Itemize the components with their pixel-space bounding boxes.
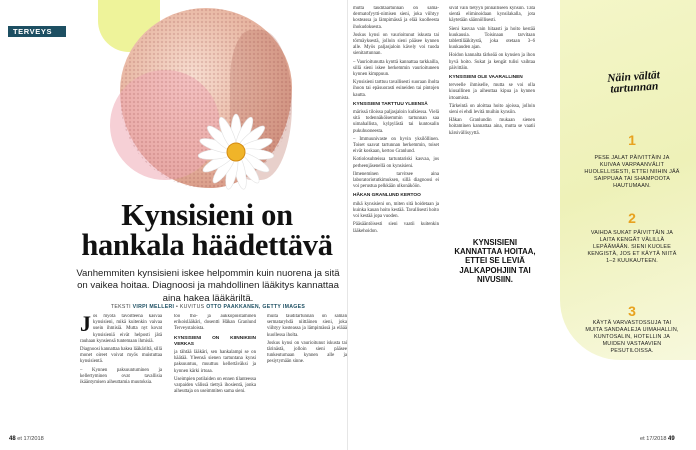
body-paragraph: Tärkeintä on aloittaa hoito ajoissa, jolloin sieni ei ehdi levitä muihin kynsiin. [449, 103, 535, 116]
body-paragraph: Joskus kynsi on vaurioitunut iskusta tai tärinästä, jolloin sieni pääsee tunkeutumaan kynnen alle ja pesiytymään sinne. [267, 340, 347, 365]
step-text: KÄYTÄ VARVASTOSSUJA TAI MUITA SANDAALEJA UIMAHALLIN, KUNTOSALIN, HOTELLIN JA MUIDEN VASTAAVIEN PESUTILOISSA. [585, 320, 679, 354]
body-paragraph: mikä kynsisieni on, miten sitä hoidetaan ja kuinka kauan hoito kestää. Tavallisesti hoito voi kestää jopa vuoden. [353, 201, 439, 220]
body-paragraph: Hoidon kannalta tärkeää on kynsien ja ihon hyvä hoito. Sukat ja kengät tulisi vaihtaa päivittäin. [449, 53, 535, 71]
body-paragraph: Håkan Granlundin mukaan sienen hoitaminen kannattaa aina, mutta se vaatii kärsivällisyyttä. [449, 118, 535, 136]
headline-line-1: Kynsisieni on [121, 198, 293, 232]
daisy-flower-icon [196, 112, 276, 192]
section-tag: TERVEYS [8, 26, 66, 37]
body-paragraph: Sieni kasvaa vain hitaasti ja hoito kestää kuukausia. Toisinaan tarvitaan tablettilääkitystä, joka otetaan 3–6 kuukauden ajan. [449, 26, 535, 51]
body-column-2 [174, 314, 256, 426]
body-paragraph: ja tähtää lääkäri, sen hankalampi se on häätää. Yleensä sienen tartuntana kynsi paksuuntuu, muuttuu kellertäväksi ja kynnen kärki irtoaa. [174, 350, 256, 374]
step-number: 1 [628, 132, 636, 148]
body-paragraph: Diagnoosi kannattaa hakea lääkäriltä, sillä monet oireet voivat myös muistuttaa kynsisientä. [80, 347, 162, 365]
headline-line-2: hankala häädettävä [81, 228, 333, 262]
byline-prefix: TEKSTI [110, 304, 131, 310]
footer-left [9, 436, 44, 442]
body-paragraph: – Vaurioitunutta kynttä kannattaa tarkkailla, sillä sieni iskee herkemmin vaurioituneen kynnen kimppuun. [353, 59, 439, 78]
pull-quote: KYNSISIENI KANNATTAA HOITAA, ETTEI SE LEVIÄ JALKAPOHJIIN TAI NIVUSIIN. [452, 236, 538, 286]
body-column-4 [353, 6, 439, 424]
subheading: KYNSISIENI OLE VAARALLINEN [449, 75, 523, 81]
body-paragraph: Jos myötä tavoitteena kasvaa kynsisieni, mikä kuitenkin vaivaa usein ihmisiä. Mutta nyt kovat kynsisieniä eivät helposti jätä rauhaan kynsiensä tuntemaan ihmisiä. [80, 314, 162, 344]
body-paragraph: – Immuunivaste on hyvin yksilöllinen. Toiset saavat tartunnan herkemmin, toiset eivät koskaan, kertoo Granlund. [353, 136, 439, 155]
step-text: VAIHDA SUKAT PÄIVITTÄIN JA LAITA KENGÄT VÄLILLÄ LEPÄÄMÄÄN. SIENI KUOLEE KENGISTÄ, JOS ET KÄYTÄ NIITÄ 1–2 KUUKAUTEEN. [587, 230, 677, 264]
body-paragraph: sivät vain tietyyn pinnalliseen kynsiin. Tätä sientä eliminoidaan kynsilakalla, jota käytetään säännöllisesti. [449, 6, 535, 24]
subheading: HÅKAN GRANLUND KERTOO [353, 193, 421, 199]
byline-illustrator: OTTO PAAKKANEN, GETTY IMAGES [206, 304, 306, 310]
issue-right: et 17/2018 [640, 436, 667, 442]
page-number-left: 48 [9, 436, 16, 442]
headline [72, 200, 342, 260]
step-number: 2 [628, 210, 636, 226]
body-column-3 [267, 314, 347, 426]
byline-author: VIRPI MELLERI [132, 304, 175, 310]
body-paragraph: – Kynnen paksuuntuminen ja kellertyminen ovat tavallisia ikääntymisen aiheuttamia muutoksia. [80, 367, 162, 386]
body-paragraph: Pääsääntöisesti sieni vaatii kuitenkin lääkehoidon. [353, 222, 439, 234]
body-paragraph: Kynsisieni tarttuu tavallisesti suoraan iholta ihoon tai epäsuorasti esineiden tai pintojen kautta. [353, 80, 439, 98]
drop-cap: J [80, 314, 91, 336]
issue-left: et 17/2018 [17, 436, 44, 442]
body-paragraph: Ilmeneminen tarvitsee aina laboratoriotutkimuksen, sillä diagnoosi ei voi perustua pelkkään ulkonäköön. [353, 171, 439, 190]
body-paragraph: muita tauditartunnan on saman sermataryhdä niittäinen sieni, joka viihtyy kosteassa ja lämpimässä ja eläää kuollessa iholta. [267, 314, 347, 338]
page-number-right: 49 [668, 436, 675, 442]
body-paragraph: Joskus kynsi on vaurioitunut iskusta tai törmäyksestä, jolloin sieni pääsee kynnen alle. Myös paljasjaloin kävely voi tuoda sienitartunnan. [353, 32, 439, 57]
body-paragraph: Useimpien potilaiden on ennen tilanteessa varpaiden välissä tiettyä ihosientä, jonka aiheuttaja on useimmiten sama sieni. [174, 376, 256, 395]
body-column-1 [80, 314, 162, 426]
lead-paragraph: Vanhemmiten kynsisieni iskee helpommin kuin nuorena ja sitä on vaikea hoitaa. Diagnoosi ja mahdollinen lääkitys kannattaa aina hakea lääkäriltä. [76, 268, 340, 304]
subheading: KYNSISIENI ON KIINNIKEIN VERKAS [174, 335, 256, 347]
byline [74, 304, 342, 310]
subheading: KYNSISIENI TARTTUU YLEENSÄ [353, 101, 428, 107]
body-paragraph: terveelle ihmiselle, mutta se voi olla kiusallinen ja aiheuttaa kipua ja kynnen irtoamista. [449, 83, 535, 101]
body-paragraph: Kotiolosuhteissa tartuntariski kasvaa, jos perheenjäsenellä on kynsisieni. [353, 157, 439, 169]
sidebar-title: Näin vältät tartunnan [606, 69, 661, 96]
page-gutter [347, 0, 348, 450]
body-paragraph: mutta tauditaartunnan on sama- dermatofyytti-nimisen sieni, joka viihtyy kosteassa ja lämpimässä ja elää kuolleesta ihokudoksesta. [353, 6, 439, 30]
body-column-5 [449, 6, 535, 424]
body-paragraph: too tho- ja aukkopoistaminen erikoislääkäri, dosentti Håkan Granlund Terveystaloista. [174, 314, 256, 332]
byline-mid: • KUVITUS [176, 304, 205, 310]
body-paragraph: märissä tiloissa paljasjaloin kulkiessa. Vielä sitä todennäköisemmin tartunnan saa uimahallista, kylpylästä tai kuntosalin pukuhuoneesta. [353, 110, 439, 134]
step-text: PESE JALAT PÄIVITTÄIN JA KUIVAA VARPAANVÄLIТ HUOLELLISESTI, ETTEI NIIHIN JÄÄ SAIPPUAA TAI SHAMPOOTA HAUTUMAAN. [584, 155, 680, 189]
footer-right [640, 436, 675, 442]
step-number: 3 [628, 303, 636, 319]
